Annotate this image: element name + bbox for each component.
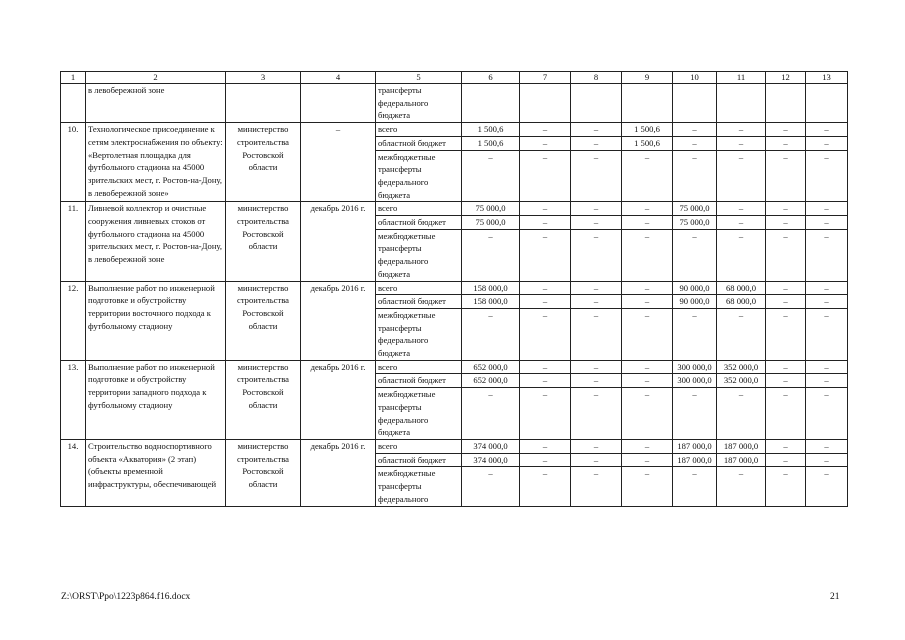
value-cell: – bbox=[622, 229, 673, 281]
value-cell bbox=[520, 84, 571, 123]
value-cell: – bbox=[622, 388, 673, 440]
value-cell: – bbox=[717, 467, 766, 506]
table-row bbox=[61, 360, 848, 374]
value-cell: 652 000,0 bbox=[462, 360, 520, 374]
value-cell: – bbox=[520, 295, 571, 309]
value-cell: – bbox=[571, 388, 622, 440]
value-cell: 352 000,0 bbox=[717, 374, 766, 388]
record-name: Ливневой коллектор и очистные сооружения ливневых стоков от футбольного стадиона на 45000 зрительских мест, г. Ростов-на-Дону, в левобережной зоне bbox=[86, 202, 226, 281]
column-header: 12 bbox=[766, 72, 806, 84]
value-cell: 75 000,0 bbox=[673, 216, 717, 230]
value-cell: – bbox=[520, 202, 571, 216]
record-number: 11. bbox=[61, 202, 86, 281]
record-term: декабрь 2016 г. bbox=[301, 360, 376, 439]
column-header: 4 bbox=[301, 72, 376, 84]
value-cell: – bbox=[673, 467, 717, 506]
value-cell: – bbox=[717, 308, 766, 360]
value-cell: – bbox=[766, 136, 806, 150]
record-name: Выполнение работ по инженерной подготовке и обустройству территории восточного подхода к футбольному стадиону bbox=[86, 281, 226, 360]
value-cell: – bbox=[806, 439, 848, 453]
value-cell: – bbox=[806, 360, 848, 374]
value-cell: – bbox=[520, 136, 571, 150]
footer-file-path: Z:\ORST\Ppo\1223p864.f16.docx bbox=[61, 592, 191, 602]
value-cell: – bbox=[520, 467, 571, 506]
value-cell: – bbox=[571, 453, 622, 467]
column-header: 6 bbox=[462, 72, 520, 84]
record-term: декабрь 2016 г. bbox=[301, 202, 376, 281]
value-cell: – bbox=[571, 439, 622, 453]
value-cell: – bbox=[462, 150, 520, 202]
value-cell: – bbox=[806, 216, 848, 230]
value-cell: 374 000,0 bbox=[462, 453, 520, 467]
value-cell: 75 000,0 bbox=[462, 202, 520, 216]
value-cell bbox=[622, 84, 673, 123]
value-cell: – bbox=[622, 281, 673, 295]
table-row bbox=[61, 281, 848, 295]
value-cell: – bbox=[571, 123, 622, 137]
budget-table bbox=[60, 71, 848, 507]
value-cell: – bbox=[520, 453, 571, 467]
value-cell: – bbox=[520, 308, 571, 360]
value-cell bbox=[462, 84, 520, 123]
value-cell bbox=[806, 84, 848, 123]
value-cell: – bbox=[766, 467, 806, 506]
column-header: 8 bbox=[571, 72, 622, 84]
value-cell: – bbox=[806, 281, 848, 295]
funding-label: областной бюджет bbox=[376, 453, 462, 467]
column-header: 9 bbox=[622, 72, 673, 84]
value-cell: – bbox=[622, 374, 673, 388]
value-cell: 374 000,0 bbox=[462, 439, 520, 453]
value-cell: – bbox=[766, 295, 806, 309]
value-cell: 90 000,0 bbox=[673, 281, 717, 295]
value-cell: – bbox=[766, 150, 806, 202]
value-cell: 1 500,6 bbox=[462, 136, 520, 150]
value-cell bbox=[717, 84, 766, 123]
value-cell: – bbox=[622, 360, 673, 374]
record-term bbox=[301, 84, 376, 123]
value-cell: – bbox=[462, 229, 520, 281]
funding-label: всего bbox=[376, 202, 462, 216]
value-cell: 187 000,0 bbox=[717, 453, 766, 467]
value-cell: 158 000,0 bbox=[462, 281, 520, 295]
value-cell: – bbox=[571, 467, 622, 506]
table-row bbox=[61, 202, 848, 216]
value-cell: 187 000,0 bbox=[673, 439, 717, 453]
value-cell: – bbox=[571, 374, 622, 388]
value-cell: – bbox=[622, 202, 673, 216]
funding-label: областной бюджет bbox=[376, 136, 462, 150]
value-cell: – bbox=[717, 216, 766, 230]
value-cell: – bbox=[571, 150, 622, 202]
value-cell: 158 000,0 bbox=[462, 295, 520, 309]
record-executor: министерство строительства Ростовской области bbox=[226, 123, 301, 202]
value-cell: – bbox=[766, 374, 806, 388]
value-cell: – bbox=[571, 229, 622, 281]
value-cell: – bbox=[571, 295, 622, 309]
value-cell: – bbox=[766, 123, 806, 137]
value-cell: – bbox=[520, 360, 571, 374]
value-cell bbox=[766, 84, 806, 123]
value-cell: – bbox=[520, 150, 571, 202]
funding-label: межбюджетные трансферты федерального бюджета bbox=[376, 388, 462, 440]
value-cell: 75 000,0 bbox=[462, 216, 520, 230]
value-cell: – bbox=[806, 123, 848, 137]
value-cell bbox=[673, 84, 717, 123]
value-cell: 68 000,0 bbox=[717, 281, 766, 295]
value-cell: – bbox=[622, 439, 673, 453]
funding-label: межбюджетные трансферты федерального бюджета bbox=[376, 229, 462, 281]
value-cell: – bbox=[462, 308, 520, 360]
value-cell: – bbox=[622, 295, 673, 309]
record-name: Строительство водноспортивного объекта «Акватория» (2 этап) (объекты временной инфраструктуры, обеспечивающей bbox=[86, 439, 226, 506]
value-cell: – bbox=[571, 281, 622, 295]
funding-label: областной бюджет bbox=[376, 374, 462, 388]
value-cell: – bbox=[622, 308, 673, 360]
value-cell: 300 000,0 bbox=[673, 374, 717, 388]
value-cell: – bbox=[766, 388, 806, 440]
value-cell: – bbox=[806, 308, 848, 360]
header-row bbox=[61, 72, 848, 84]
value-cell: – bbox=[717, 202, 766, 216]
value-cell: – bbox=[520, 229, 571, 281]
record-executor: министерство строительства Ростовской области bbox=[226, 281, 301, 360]
funding-label: межбюджетные трансферты федерального бюджета bbox=[376, 150, 462, 202]
value-cell: 90 000,0 bbox=[673, 295, 717, 309]
value-cell: 652 000,0 bbox=[462, 374, 520, 388]
value-cell: – bbox=[571, 202, 622, 216]
value-cell: – bbox=[571, 360, 622, 374]
record-executor: министерство строительства Ростовской области bbox=[226, 439, 301, 506]
record-term: декабрь 2016 г. bbox=[301, 281, 376, 360]
value-cell: – bbox=[520, 439, 571, 453]
funding-label: всего bbox=[376, 360, 462, 374]
footer-page-number: 21 bbox=[830, 592, 840, 602]
value-cell: – bbox=[717, 229, 766, 281]
value-cell: – bbox=[766, 216, 806, 230]
value-cell: – bbox=[717, 388, 766, 440]
funding-label: межбюджетные трансферты федерального bbox=[376, 467, 462, 506]
column-header: 7 bbox=[520, 72, 571, 84]
value-cell: – bbox=[673, 123, 717, 137]
column-header: 11 bbox=[717, 72, 766, 84]
value-cell: – bbox=[806, 453, 848, 467]
value-cell: – bbox=[520, 216, 571, 230]
value-cell: – bbox=[806, 136, 848, 150]
value-cell: 1 500,6 bbox=[462, 123, 520, 137]
record-number: 13. bbox=[61, 360, 86, 439]
value-cell: – bbox=[673, 308, 717, 360]
value-cell: – bbox=[571, 308, 622, 360]
value-cell: 352 000,0 bbox=[717, 360, 766, 374]
funding-label: межбюджетные трансферты федерального бюджета bbox=[376, 308, 462, 360]
value-cell: – bbox=[766, 202, 806, 216]
column-header: 1 bbox=[61, 72, 86, 84]
value-cell: – bbox=[806, 150, 848, 202]
value-cell: 300 000,0 bbox=[673, 360, 717, 374]
column-header: 10 bbox=[673, 72, 717, 84]
value-cell: 75 000,0 bbox=[673, 202, 717, 216]
value-cell: – bbox=[571, 216, 622, 230]
record-name: Технологическое присоединение к сетям электроснабжения по объекту: «Вертолетная площадка для футбольного стадиона на 45000 зрительских мест, г. Ростов-на-Дону, в левобережной зоне» bbox=[86, 123, 226, 202]
value-cell: – bbox=[806, 202, 848, 216]
funding-label: всего bbox=[376, 439, 462, 453]
value-cell: – bbox=[806, 295, 848, 309]
value-cell: 68 000,0 bbox=[717, 295, 766, 309]
funding-label: трансферты федерального бюджета bbox=[376, 84, 462, 123]
record-name: Выполнение работ по инженерной подготовке и обустройству территории западного подхода к футбольному стадиону bbox=[86, 360, 226, 439]
value-cell: – bbox=[766, 439, 806, 453]
value-cell: – bbox=[766, 281, 806, 295]
value-cell: 1 500,6 bbox=[622, 136, 673, 150]
column-header: 5 bbox=[376, 72, 462, 84]
value-cell: – bbox=[622, 216, 673, 230]
value-cell: – bbox=[766, 308, 806, 360]
value-cell: – bbox=[622, 453, 673, 467]
value-cell: – bbox=[673, 388, 717, 440]
value-cell bbox=[571, 84, 622, 123]
continuation-row bbox=[61, 84, 848, 123]
value-cell: – bbox=[806, 467, 848, 506]
value-cell: – bbox=[520, 281, 571, 295]
value-cell: – bbox=[673, 136, 717, 150]
value-cell: – bbox=[462, 467, 520, 506]
funding-label: областной бюджет bbox=[376, 295, 462, 309]
funding-label: всего bbox=[376, 123, 462, 137]
value-cell: – bbox=[571, 136, 622, 150]
value-cell: – bbox=[766, 360, 806, 374]
funding-label: областной бюджет bbox=[376, 216, 462, 230]
record-name: в левобережной зоне bbox=[86, 84, 226, 123]
table-row bbox=[61, 123, 848, 137]
record-number: 10. bbox=[61, 123, 86, 202]
column-header: 2 bbox=[86, 72, 226, 84]
record-term: декабрь 2016 г. bbox=[301, 439, 376, 506]
value-cell: – bbox=[673, 229, 717, 281]
value-cell: – bbox=[673, 150, 717, 202]
value-cell: – bbox=[520, 388, 571, 440]
record-number: 14. bbox=[61, 439, 86, 506]
record-term: – bbox=[301, 123, 376, 202]
value-cell: – bbox=[717, 123, 766, 137]
column-header: 13 bbox=[806, 72, 848, 84]
value-cell: – bbox=[717, 150, 766, 202]
value-cell: 187 000,0 bbox=[717, 439, 766, 453]
table-row bbox=[61, 439, 848, 453]
value-cell: – bbox=[520, 123, 571, 137]
value-cell: – bbox=[766, 229, 806, 281]
value-cell: – bbox=[520, 374, 571, 388]
value-cell: – bbox=[717, 136, 766, 150]
value-cell: 1 500,6 bbox=[622, 123, 673, 137]
value-cell: – bbox=[462, 388, 520, 440]
column-header: 3 bbox=[226, 72, 301, 84]
record-executor: министерство строительства Ростовской области bbox=[226, 360, 301, 439]
record-executor bbox=[226, 84, 301, 123]
record-number bbox=[61, 84, 86, 123]
funding-label: всего bbox=[376, 281, 462, 295]
record-executor: министерство строительства Ростовской области bbox=[226, 202, 301, 281]
record-number: 12. bbox=[61, 281, 86, 360]
value-cell: – bbox=[622, 150, 673, 202]
value-cell: – bbox=[806, 388, 848, 440]
value-cell: 187 000,0 bbox=[673, 453, 717, 467]
value-cell: – bbox=[806, 374, 848, 388]
value-cell: – bbox=[622, 467, 673, 506]
value-cell: – bbox=[806, 229, 848, 281]
value-cell: – bbox=[766, 453, 806, 467]
